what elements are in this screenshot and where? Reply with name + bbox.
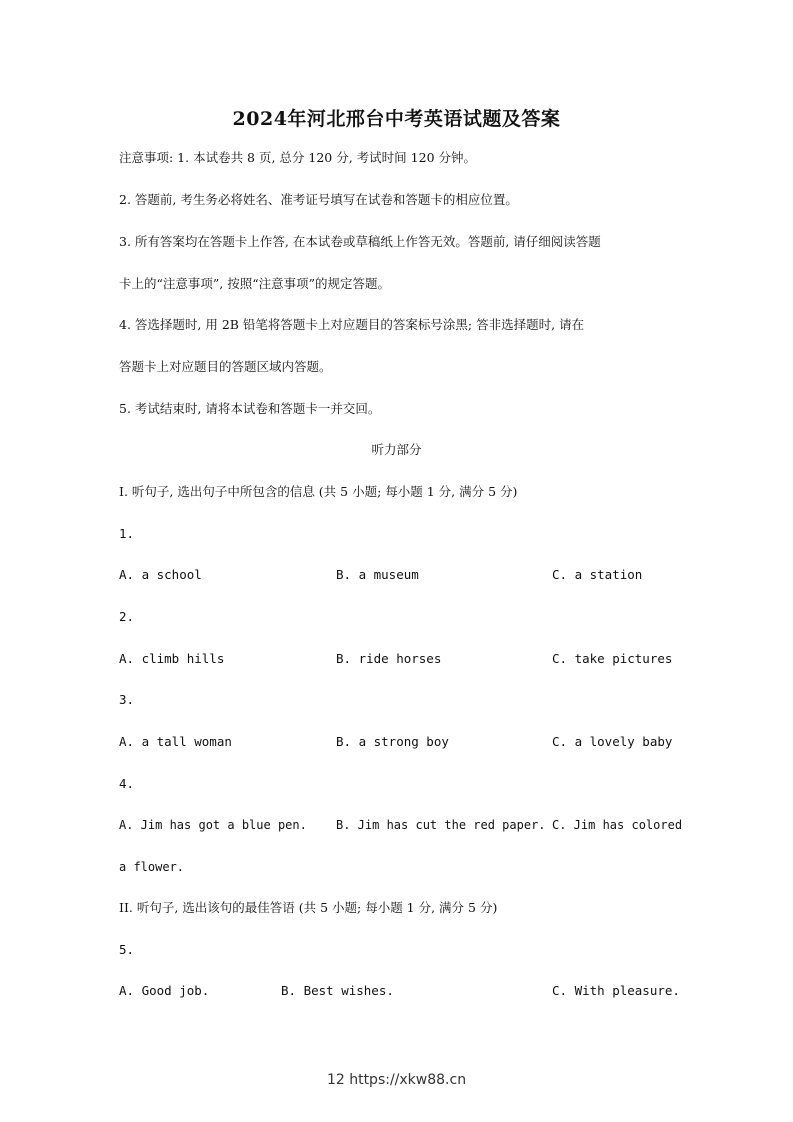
option-a: A. a tall woman (119, 734, 232, 749)
page-title: 2024年河北邢台中考英语试题及答案 (232, 108, 561, 130)
option-a: A. a school (119, 567, 202, 582)
part2-heading: II. 听句子, 选出该句的最佳答语 (共 5 小题; 每小题 1 分, 满分 5 分) (119, 900, 498, 915)
part1-heading: I. 听句子, 选出句子中所包含的信息 (共 5 小题; 每小题 1 分, 满分 5 分) (119, 484, 518, 499)
option-a: A. Jim has got a blue pen. (119, 818, 307, 832)
option-c: C. a lovely baby (552, 734, 673, 749)
question-number: 2. (119, 609, 135, 624)
note-line-2: 2. 答题前, 考生务必将姓名、准考证号填写在试卷和答题卡的相应位置。 (119, 192, 518, 207)
note-line-3: 3. 所有答案均在答题卡上作答, 在本试卷或草稿纸上作答无效。答题前, 请仔细阅读答题 (119, 234, 601, 249)
option-a: A. climb hills (119, 651, 225, 666)
question-number: 5. (119, 942, 135, 957)
option-b: B. a strong boy (336, 734, 449, 749)
note-line-7: 5. 考试结束时, 请将本试卷和答题卡一并交回。 (119, 401, 381, 416)
option-c: C. Jim has colored (552, 818, 683, 832)
option-c-continued: a flower. (119, 860, 185, 874)
option-b: B. ride horses (336, 651, 442, 666)
option-c: C. With pleasure. (552, 983, 680, 998)
note-line-6: 答题卡上对应题目的答题区域内答题。 (119, 359, 332, 374)
note-line-1: 注意事项: 1. 本试卷共 8 页, 总分 120 分, 考试时间 120 分钟。 (119, 150, 476, 165)
question-number: 1. (119, 526, 135, 541)
note-line-5: 4. 答选择题时, 用 2B 铅笔将答题卡上对应题目的答案标号涂黑; 答非选择题时, 请在 (119, 317, 585, 332)
option-b: B. Best wishes. (281, 983, 394, 998)
question-number: 4. (119, 776, 135, 791)
option-c: C. take pictures (552, 651, 673, 666)
option-c: C. a station (552, 567, 643, 582)
question-number: 3. (119, 692, 135, 707)
note-line-4: 卡上的“注意事项”, 按照“注意事项”的规定答题。 (119, 276, 391, 291)
option-b: B. Jim has cut the red paper. (336, 818, 546, 832)
page-footer: 12 https://xkw88.cn (326, 1072, 467, 1088)
option-a: A. Good job. (119, 983, 210, 998)
section-heading-listening: 听力部分 (371, 442, 422, 457)
option-b: B. a museum (336, 567, 419, 582)
